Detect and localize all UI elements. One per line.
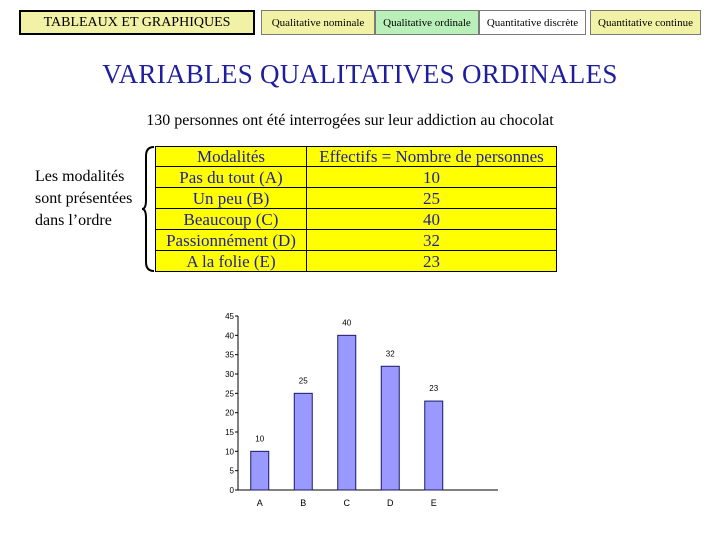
tab-quantitative-discrete[interactable]: Quantitative discrète (479, 10, 586, 35)
cell-effectif: 32 (307, 230, 557, 251)
cell-modalite: Un peu (B) (156, 188, 307, 209)
y-tick-label: 5 (229, 466, 234, 476)
data-label: 25 (298, 376, 308, 386)
y-tick-label: 10 (225, 447, 234, 457)
x-tick-label: B (300, 498, 307, 508)
data-label: 23 (429, 384, 439, 394)
cell-modalite: Passionnément (D) (156, 230, 307, 251)
y-tick-label: 40 (225, 331, 234, 341)
x-tick-label: E (430, 498, 437, 508)
cell-effectif: 23 (307, 251, 557, 272)
y-tick-label: 35 (225, 350, 234, 360)
column-header-modalites: Modalités (156, 147, 307, 167)
y-tick-label: 20 (225, 408, 234, 418)
cell-modalite: Pas du tout (A) (156, 167, 307, 188)
x-tick-label: A (256, 498, 263, 508)
y-tick-label: 15 (225, 428, 234, 437)
cell-modalite: Beaucoup (C) (156, 209, 307, 230)
page-title: VARIABLES QUALITATIVES ORDINALES (102, 59, 618, 89)
data-label: 10 (255, 434, 265, 444)
y-tick-label: 25 (225, 389, 234, 399)
data-label: 32 (385, 349, 395, 359)
cell-effectif: 25 (307, 188, 557, 209)
bar-E (425, 401, 443, 490)
y-tick-label: 30 (225, 370, 234, 379)
y-tick-label: 0 (229, 486, 234, 495)
page-subtitle: 130 personnes ont été interrogées sur leur addiction au chocolat (146, 112, 554, 129)
x-tick-label: D (387, 498, 394, 508)
tab-tableaux-graphiques[interactable]: TABLEAUX ET GRAPHIQUES (19, 10, 255, 35)
y-tick-label: 45 (225, 312, 234, 321)
tab-qualitative-ordinale[interactable]: Qualitative ordinale (375, 10, 479, 35)
cell-effectif: 10 (307, 167, 557, 188)
tab-quantitative-continue[interactable]: Quantitative continue (590, 10, 701, 35)
side-note: Les modalités sont présentées dans l’ordre (35, 168, 133, 229)
cell-effectif: 40 (307, 209, 557, 230)
bar-B (294, 393, 312, 490)
cell-modalite: A la folie (E) (156, 251, 307, 272)
data-label: 40 (342, 318, 352, 328)
tab-qualitative-nominale[interactable]: Qualitative nominale (261, 10, 375, 35)
bar-A (251, 451, 269, 490)
bar-D (381, 366, 399, 490)
bar-C (338, 335, 356, 490)
x-tick-label: C (343, 498, 350, 508)
column-header-effectifs: Effectifs = Nombre de personnes (307, 147, 557, 167)
